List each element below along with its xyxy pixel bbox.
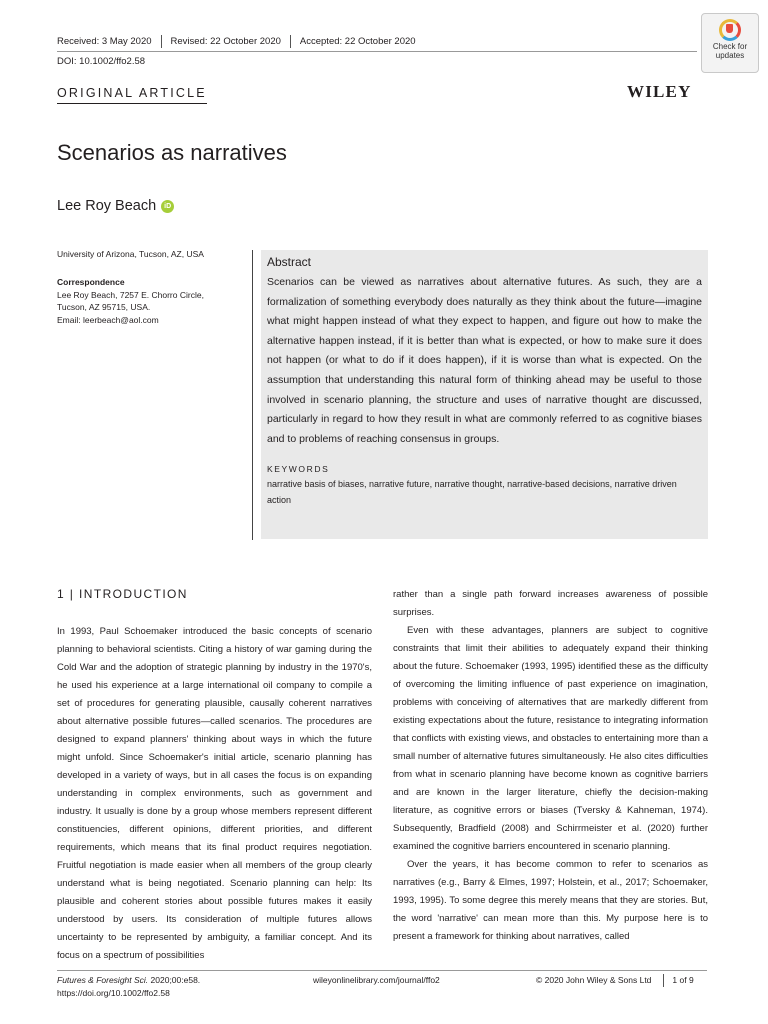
keywords-heading: KEYWORDS: [267, 464, 330, 475]
author: [57, 198, 174, 214]
journal-citation: 2020;00:e58.: [148, 975, 201, 985]
section-heading-introduction: 1 | INTRODUCTION: [57, 587, 188, 601]
intro-paragraph-2: Even with these advantages, planners are subject to cognitive constraints that limit their abilities to adequately expand their thinking about the future. Schoemaker (1993, 1995) identified these as the difficulty of overcoming the limiting influence of past experience on imagination, problems with conceiving of alternatives that are markedly different from existing expectations about the future, resistance to integrating information that conflicts with existing views, and obstacles to entertaining more than a small number of alternative futures simultaneously. He also cites difficulties from what in scenario planning have become known as cognitive barriers and are known in the larger literature, chiefly the decision-making literature, as cognitive errors or biases (Tversky & Kahneman, 1974). Subsequently, Bradfield (2008) and Schirrmeister et al. (2020) further examined the cognitive barriers encountered in scenario planning.: [393, 625, 708, 852]
journal-name: Futures & Foresight Sci.: [57, 975, 149, 985]
correspondence-address-line1: Lee Roy Beach, 7257 E. Chorro Circle,: [57, 289, 204, 300]
column-divider: [252, 250, 253, 540]
received-date: Received: 3 May 2020: [57, 36, 152, 47]
page-title: Scenarios as narratives: [57, 140, 287, 165]
abstract-box: [261, 250, 708, 539]
abstract-text: Scenarios can be viewed as narratives about alternative futures. As such, they are a formalization of something everybody does naturally as they think about the future—imagine what might happen instead of what they expect to happen, and figure out how to make the alternative happen instead, if it is better than what is expected, or how to make sure it does not happen (or what to do if it does happen), if it is worse than what is expected. On the assumption that understanding this natural form of thinking ahead may be useful to those involved in scenario planning, the structure and uses of narrative thought are discussed, particularly in regard to how they result in what are commonly referred to as cognitive biases and to problems of reaching consensus in groups.: [267, 276, 702, 445]
doi: DOI: 10.1002/ffo2.58: [57, 56, 146, 67]
footer-rule: [57, 970, 707, 971]
check-badge-line2: updates: [715, 51, 745, 60]
footer-citation: [57, 974, 200, 1000]
footer-doi-link[interactable]: https://doi.org/10.1002/ffo2.58: [57, 988, 170, 998]
copyright: © 2020 John Wiley & Sons Ltd: [536, 975, 652, 985]
check-updates-icon: [719, 19, 741, 41]
intro-paragraph-1: In 1993, Paul Schoemaker introduced the basic concepts of scenario planning to behavioral scientists. Citing a history of war gaming during the Cold War and the adoption of strategic planning by industry in the 1970's, he used his experience at a large international oil company to compile a set of procedures for generating plausible, causally coherent narratives about alternative possible futures—called scenarios. The procedures are designed to expand planners' thinking about ways in which the future might unfold. Since Schoemaker's initial article, scenario planning has developed in a variety of ways, but in all cases the focus is on expanding understanding in complex environments, such as government and industry. It usually is done by a group whose members represent different constituencies, different opinions, different priorities, and different requirements, which means that its final product requires negotiation. Fruitful negotiation is made easier when all members of the group clearly understand what is being negotiated. Scenario planning can help: Its plausible and coherent stories about possible futures makes it easily understood by users. Its consideration of multiple futures allows uncertainty to be represented by ambiguity, a familiar concept. And its focus on a spectrum of possibilities: [57, 626, 372, 961]
orcid-icon[interactable]: iD: [161, 200, 174, 213]
correspondence-heading: Correspondence: [57, 277, 125, 287]
accepted-date: Accepted: 22 October 2020: [290, 35, 425, 48]
footer-right: [536, 974, 694, 987]
footer-website-link[interactable]: wileyonlinelibrary.com/journal/ffo2: [313, 975, 440, 985]
intro-paragraph-3: Over the years, it has become common to refer to scenarios as narratives (e.g., Barry & Elmes, 1997; Holstein, et al., 2017; Schoemaker, 1993, 1995). To some degree this merely means that they are stories. But, the word 'narrative' can mean more than this. My purpose here is to present a framework for thinking about narratives, called: [393, 859, 708, 942]
correspondence: [57, 276, 247, 326]
right-column: [393, 586, 708, 946]
correspondence-email[interactable]: Email: leerbeach@aol.com: [57, 314, 159, 325]
intro-paragraph-1-continued: rather than a single path forward increases awareness of possible surprises.: [393, 589, 708, 618]
keywords-list: narrative basis of biases, narrative future, narrative thought, narrative-based decisions, narrative driven action: [267, 479, 677, 505]
affiliation: University of Arizona, Tucson, AZ, USA: [57, 249, 204, 259]
publication-dates: [57, 35, 425, 48]
page-number: 1 of 9: [663, 974, 693, 987]
revised-date: Revised: 22 October 2020: [161, 35, 290, 48]
check-for-updates-badge[interactable]: [701, 13, 759, 73]
correspondence-address-line2: Tucson, AZ 95715, USA.: [57, 302, 151, 312]
header-rule: [57, 51, 697, 52]
publisher-logo: WILEY: [627, 82, 692, 101]
abstract-heading: Abstract: [267, 255, 312, 269]
check-badge-line1: Check for: [712, 42, 748, 51]
author-name[interactable]: Lee Roy Beach: [57, 198, 157, 214]
article-type: ORIGINAL ARTICLE: [57, 86, 207, 104]
